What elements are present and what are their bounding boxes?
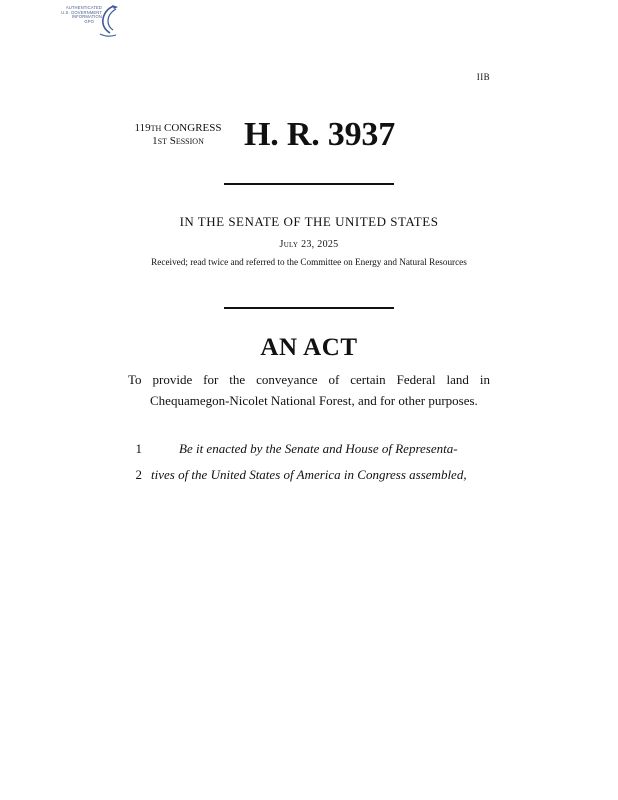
divider [224,307,394,309]
seal-line-4: GPO [84,18,94,24]
line-number: 1 [135,441,142,456]
bill-number: H. R. 3937 [244,116,396,153]
bill-line [0,467,618,489]
line-text: tives of the United States of America in Congress assembled, [151,467,467,482]
divider [224,183,394,185]
congress-number: 119th CONGRESS [134,122,222,134]
line-text: Be it enacted by the Senate and House of Representa- [179,441,458,456]
seal-line-3: INFORMATION [71,14,102,20]
bill-line [0,441,618,463]
line-number: 2 [135,467,142,482]
eagle-icon [94,4,120,38]
act-heading: AN ACT [260,334,358,361]
referral-text: Received; read twice and referred to the Committee on Energy and Natural Resources [151,257,467,267]
congress-session [124,122,232,148]
act-title: To provide for the conveyance of certain Federal land in Chequamegon-Nicolet National Forest, and for other purposes. [128,372,490,408]
session-number: 1st Session [152,135,204,147]
gpo-authentication-seal [50,4,120,38]
document-code: IIB [476,72,490,82]
action-date: July 23, 2025 [279,239,339,250]
seal-line-2: U.S. GOVERNMENT [61,9,102,15]
seal-line-1: AUTHENTICATED [65,5,102,10]
chamber-heading: IN THE SENATE OF THE UNITED STATES [179,214,439,229]
